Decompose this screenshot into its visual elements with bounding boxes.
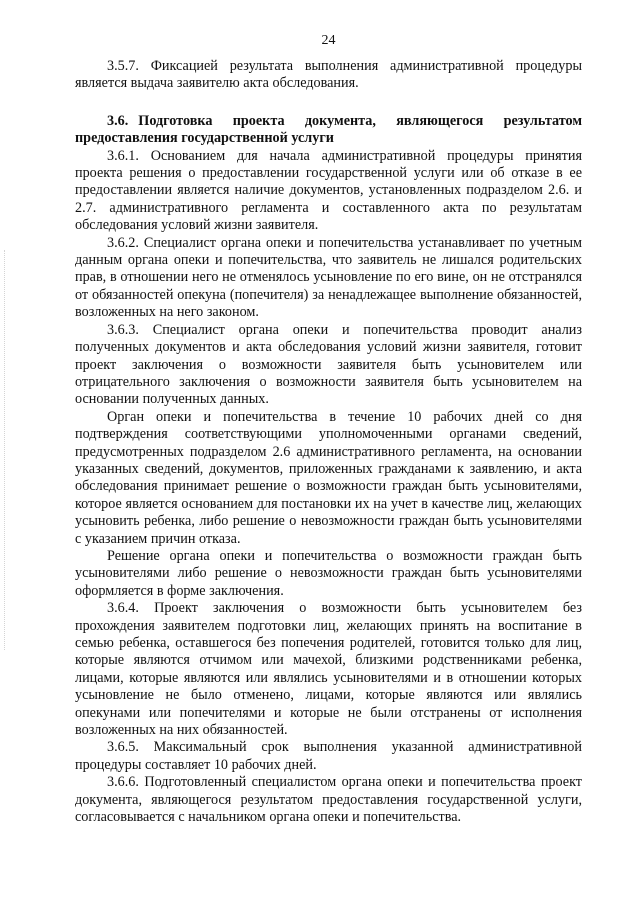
paragraph-decision-period: Орган опеки и попечительства в течение 10 рабочих дней со дня подтверждения соответствующими уполномоченными органами сведений, предусмотренных подразделом 2.6 административного регламента, на основании указанных сведений, документов, приложенных гражданами к заявлению, и акта обследования принимает решение о возможности граждан быть усыновителями, которое является основанием для постановки их на учет в качестве лиц, желающих усыновить ребенка, либо решение о невозможности граждан быть усыновителями с указанием причин отказа. [75,408,582,547]
paragraph-3-6-4: 3.6.4. Проект заключения о возможности быть усыновителем без прохождения заявителем подготовки лиц, желающих принять на воспитание в семью ребенка, оставшегося без попечения родителей, готовится только для лиц, которые являются отчимом или мачехой, близкими родственниками ребенка, лицами, которые являются или являлись усыновителями и в отношении которых усыновление не было отменено, лицами, которые являются или являлись опекунами или попечителями и которые не были отстранены от исполнения возложенных на них обязанностей. [75,600,582,739]
scan-margin-artifact [4,250,7,650]
paragraph-3-6-1: 3.6.1. Основанием для начала административной процедуры принятия проекта решения о предоставлении государственной услуги или об отказе в ее предоставлении является наличие документов, установленных подразделом 2.6. и 2.7. административного регламента и составленного акта по результатам обследования условий жизни заявителя. [75,147,582,234]
section-heading [75,113,582,148]
section-title: Подготовка проекта документа, являющегося результатом предоставления государственной услуги [75,112,582,147]
paragraph-decision-form: Решение органа опеки и попечительства о возможности граждан быть усыновителями либо решение о невозможности граждан быть усыновителями оформляется в форме заключения. [75,547,582,599]
page-number: 24 [321,33,336,48]
paragraph-3-6-2: 3.6.2. Специалист органа опеки и попечительства устанавливает по учетным данным органа опеки и попечительства, что заявитель не лишался родительских прав, в отношении него не отменялось усыновление по его вине, он не отстранялся от обязанностей опекуна (попечителя) за ненадлежащее выполнение обязанностей, возложенных на него законом. [75,234,582,321]
paragraph-3-6-6: 3.6.6. Подготовленный специалистом органа опеки и попечительства проект документа, являющегося результатом предоставления государственной услуги, согласовывается с начальником органа опеки и попечительства. [75,774,582,826]
section-number: 3.6. [107,112,129,129]
paragraph-3-6-5: 3.6.5. Максимальный срок выполнения указанной административной процедуры составляет 10 рабочих дней. [75,739,582,773]
paragraph-3-6-3: 3.6.3. Специалист органа опеки и попечительства проводит анализ полученных документов и акта обследования условий жизни заявителя, готовит проект заключения о возможности заявителя быть усыновителем или отрицательного заключения о возможности заявителя быть усыновителем на основании полученных данных. [75,321,582,408]
paragraph-3-5-7: 3.5.7. Фиксацией результата выполнения административной процедуры является выдача заявителю акта обследования. [75,58,582,92]
